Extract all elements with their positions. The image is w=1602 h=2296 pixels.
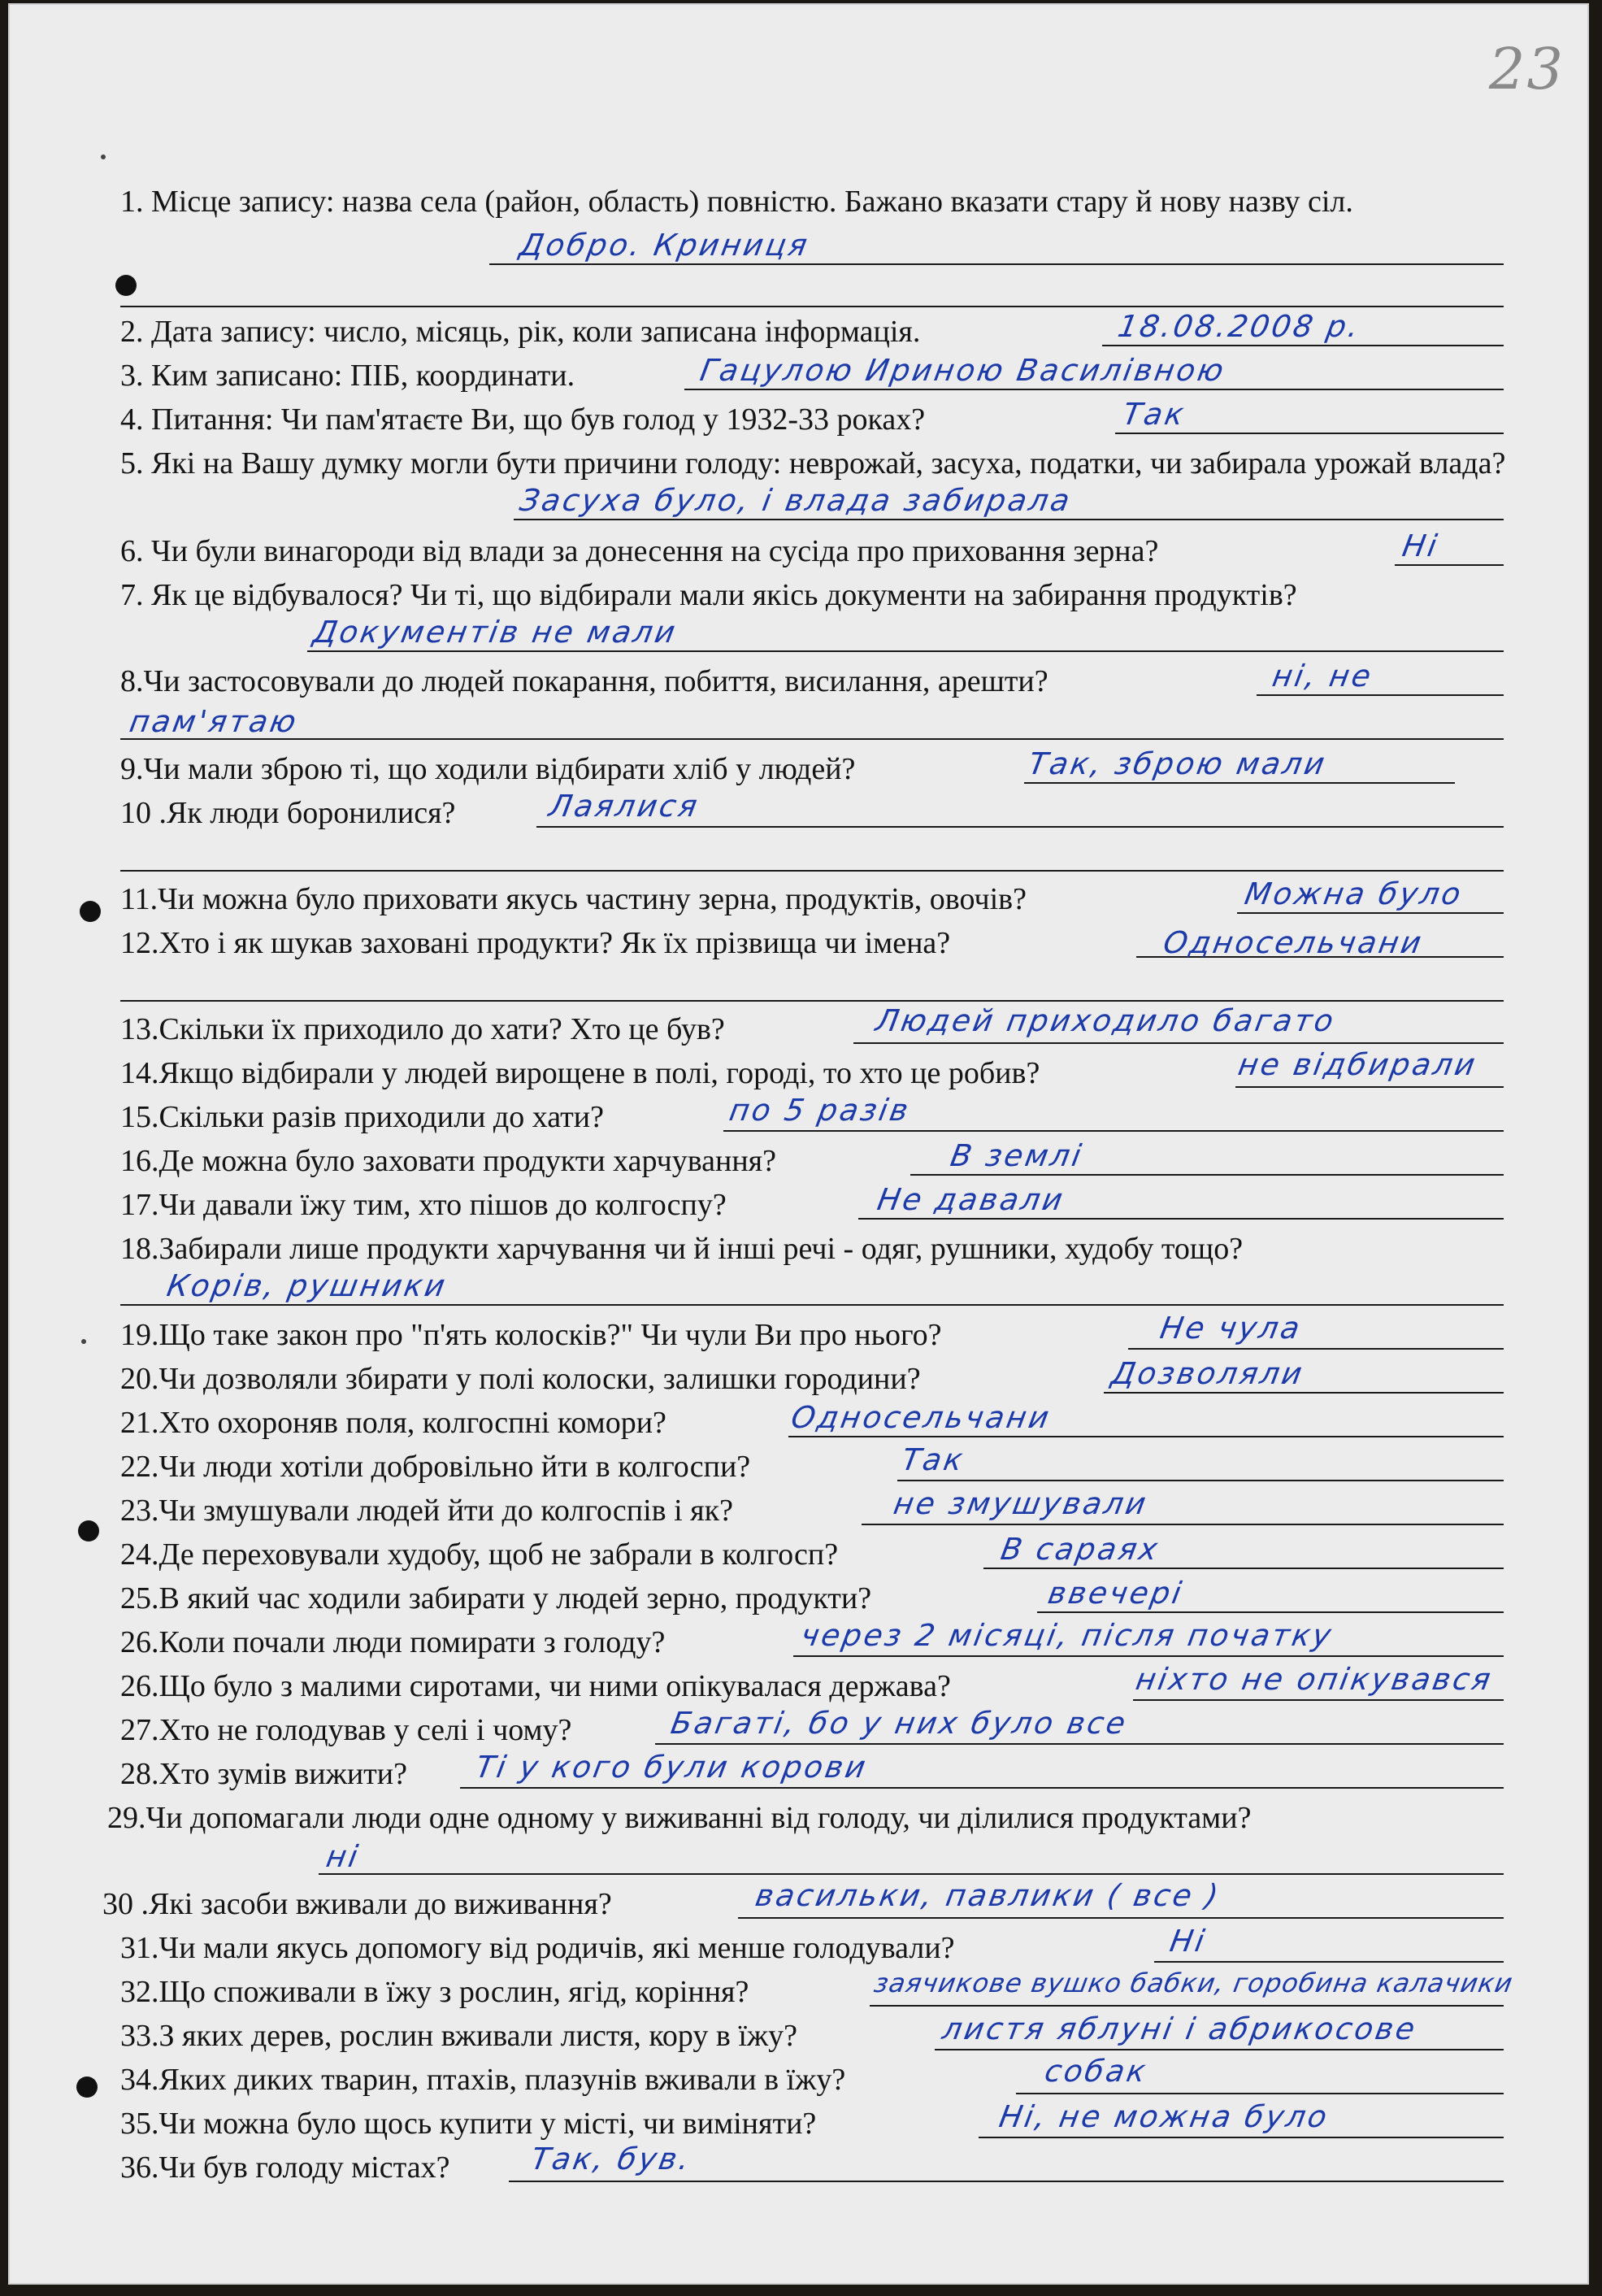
question-25: 25.В який час ходили забирати у людей зерно, продукти?: [120, 1581, 872, 1615]
answer-line: [684, 389, 1504, 390]
answer-line: [509, 2181, 1504, 2182]
answer-line: [1016, 2093, 1504, 2094]
answer-line: [1133, 1699, 1504, 1701]
question-30: 30 .Які засоби вживали до виживання?: [102, 1887, 612, 1921]
answer-23: не змушували: [891, 1486, 1151, 1521]
question-19: 19.Що таке закон про "п'ять колосків?" Чи чули Ви про нього?: [120, 1318, 942, 1352]
answer-line: [793, 1655, 1504, 1657]
answer-line: [1102, 345, 1504, 346]
question-35: 35.Чи можна було щось купити у місті, чи виміняти?: [120, 2107, 817, 2141]
answer-4: Так: [1120, 397, 1189, 432]
question-1: 1. Місце запису: назва села (район, область) повністю. Бажано вказати стару й нову назву сіл.: [120, 185, 1353, 219]
answer-line: [120, 1000, 1504, 1002]
answer-12: Односельчани: [1161, 925, 1426, 960]
question-36: 36.Чи був голоду містах?: [120, 2150, 450, 2185]
question-32: 32.Що споживали в їжу з рослин, ягід, коріння?: [120, 1975, 749, 2009]
question-24: 24.Де переховували худобу, щоб не забрали в колгосп?: [120, 1537, 839, 1572]
speck: [101, 154, 106, 159]
answer-line: [983, 1568, 1504, 1569]
question-33: 33.З яких дерев, рослин вживали листя, кору в їжу?: [120, 2019, 798, 2053]
answer-line: [1235, 1086, 1504, 1088]
answer-6: Ні: [1400, 528, 1442, 563]
answer-line: [1037, 1611, 1504, 1613]
answer-line: [120, 1304, 1504, 1306]
answer-11: Можна було: [1242, 876, 1466, 911]
answer-line: [1024, 782, 1455, 784]
answer-21: Односельчани: [788, 1400, 1054, 1435]
question-26: 26.Коли почали люди помирати з голоду?: [120, 1625, 666, 1659]
answer-34: собак: [1042, 2054, 1151, 2089]
answer-14: не відбирали: [1235, 1047, 1480, 1082]
question-26b: 26.Що було з малими сиротами, чи ними опікувалася держава?: [120, 1669, 951, 1703]
answer-25: ввечері: [1045, 1576, 1187, 1611]
question-14: 14.Якщо відбирали у людей вирощене в полі, городі, то хто це робив?: [120, 1056, 1040, 1090]
answer-line: [858, 1218, 1504, 1220]
answer-line: [489, 263, 1504, 265]
answer-8-continued: пам'ятаю: [127, 704, 302, 739]
answer-26b: ніхто не опікувався: [1133, 1662, 1496, 1697]
question-21: 21.Хто охороняв поля, колгоспні комори?: [120, 1406, 666, 1440]
answer-18: Корів, рушники: [164, 1268, 450, 1303]
page-number: 23: [1488, 36, 1565, 102]
answer-line: [319, 1873, 1504, 1875]
answer-31: Ні: [1167, 1924, 1209, 1959]
answer-line: [910, 1174, 1504, 1176]
question-17: 17.Чи давали їжу тим, хто пішов до колгоспу?: [120, 1188, 727, 1222]
answer-line: [788, 1436, 1504, 1437]
answer-36: Так, був.: [528, 2142, 695, 2176]
answer-28: Ті у кого були корови: [473, 1750, 871, 1785]
question-20: 20.Чи дозволяли збирати у полі колоски, залишки городини?: [120, 1362, 921, 1396]
answer-line: [853, 1042, 1504, 1044]
answer-33: листя яблуні і абрикосове: [940, 2011, 1420, 2046]
answer-3: Гацулою Ириною Василівною: [697, 353, 1229, 388]
answer-1: Добро. Криниця: [517, 228, 813, 263]
answer-line: [120, 870, 1504, 872]
answer-27: Багаті, бо у них було все: [668, 1706, 1131, 1741]
answer-line: [120, 306, 1504, 307]
question-11: 11.Чи можна було приховати якусь частину зерна, продуктів, овочів?: [120, 882, 1027, 916]
question-10: 10 .Як люди боронилися?: [120, 796, 456, 830]
answer-22: Так: [899, 1442, 968, 1477]
question-9: 9.Чи мали зброю ті, що ходили відбирати хліб у людей?: [120, 752, 856, 786]
answer-line: [862, 1524, 1504, 1525]
answer-9: Так, зброю мали: [1026, 746, 1330, 781]
answer-5: Засуха було, і влада забирала: [517, 483, 1075, 518]
answer-line: [1257, 694, 1504, 696]
answer-line: [655, 1743, 1504, 1745]
question-28: 28.Хто зумів вижити?: [120, 1757, 407, 1791]
question-31: 31.Чи мали якусь допомогу від родичів, які менше голодували?: [120, 1931, 955, 1965]
question-22: 22.Чи люди хотіли добровільно йти в колгоспи?: [120, 1450, 751, 1484]
answer-line: [1104, 1392, 1504, 1394]
answer-29: ні: [323, 1839, 363, 1874]
answer-line: [897, 1480, 1504, 1481]
question-5: 5. Які на Вашу думку могли бути причини голоду: неврожай, засуха, податки, чи забирала урожай влада?: [120, 446, 1506, 481]
answer-line: [460, 1787, 1504, 1789]
binder-hole: [76, 2076, 98, 2098]
question-7: 7. Як це відбувалося? Чи ті, що відбирали мали якісь документи на забирання продуктів?: [120, 578, 1297, 612]
question-4: 4. Питання: Чи пам'ятаєте Ви, що був голод у 1932-33 роках?: [120, 402, 926, 437]
answer-10: Лаялися: [546, 789, 702, 824]
answer-16: В землі: [948, 1138, 1087, 1173]
answer-19: Не чула: [1157, 1311, 1305, 1346]
question-2: 2. Дата запису: число, місяць, рік, коли записана інформація.: [120, 315, 921, 349]
answer-7: Документів не мали: [310, 615, 680, 650]
answer-30: васильки, павлики ( все ): [753, 1878, 1223, 1913]
answer-line: [1395, 564, 1504, 566]
answer-line: [1154, 1961, 1504, 1963]
answer-24: В сараях: [998, 1532, 1163, 1567]
answer-line: [120, 738, 1504, 740]
answer-line: [738, 1917, 1504, 1919]
answer-line: [1115, 433, 1504, 434]
answer-32: заячикове вушко бабки, горобина калачики: [871, 1968, 1516, 1998]
question-34-text: 34.Яких диких тварин, птахів, плазунів вживали в їжу?: [120, 2063, 846, 2097]
binder-hole: [78, 1520, 99, 1542]
binder-hole: [80, 901, 101, 922]
question-8: 8.Чи застосовували до людей покарання, побиття, висилання, арешти?: [120, 664, 1048, 698]
question-12: 12.Хто і як шукав заховані продукти? Як їх прізвища чи імена?: [120, 926, 951, 960]
answer-17: Не давали: [875, 1182, 1068, 1217]
answer-line: [514, 519, 1504, 520]
question-13: 13.Скільки їх приходило до хати? Хто це був?: [120, 1012, 725, 1046]
question-6: 6. Чи були винагороди від влади за донесення на сусіда про приховання зерна?: [120, 534, 1159, 568]
answer-15: по 5 разів: [727, 1093, 914, 1128]
answer-26: через 2 місяці, після початку: [798, 1618, 1336, 1653]
question-27: 27.Хто не голодував у селі і чому?: [120, 1713, 572, 1747]
question-34: [120, 2059, 1540, 2101]
answer-line: [979, 2137, 1504, 2138]
answer-20: Дозволяли: [1109, 1356, 1308, 1391]
answer-line: [536, 826, 1504, 828]
answer-line: [1128, 1348, 1504, 1350]
answer-line: [1237, 912, 1504, 914]
question-18: 18.Забирали лише продукти харчування чи й інші речі - одяг, рушники, худобу тощо?: [120, 1232, 1244, 1266]
answer-13: Людей приходило багато: [873, 1003, 1339, 1038]
question-29: 29.Чи допомагали люди одне одному у виживанні від голоду, чи ділилися продуктами?: [107, 1801, 1252, 1835]
question-16: 16.Де можна було заховати продукти харчування?: [120, 1144, 777, 1178]
answer-2: 18.08.2008 р.: [1115, 309, 1364, 344]
question-15: 15.Скільки разів приходили до хати?: [120, 1100, 604, 1134]
question-3: 3. Ким записано: ПІБ, координати.: [120, 359, 575, 393]
speck: [81, 1339, 86, 1344]
answer-35: Ні, не можна було: [996, 2099, 1332, 2134]
answer-line: [723, 1130, 1504, 1132]
answer-line: [307, 650, 1504, 652]
question-23: 23.Чи змушували людей йти до колгоспів і як?: [120, 1494, 733, 1528]
binder-hole: [115, 275, 137, 296]
answer-line: [935, 2049, 1504, 2050]
questionnaire-page: [8, 3, 1589, 2285]
answer-8: ні, не: [1270, 659, 1376, 694]
answer-line: [870, 2005, 1504, 2007]
